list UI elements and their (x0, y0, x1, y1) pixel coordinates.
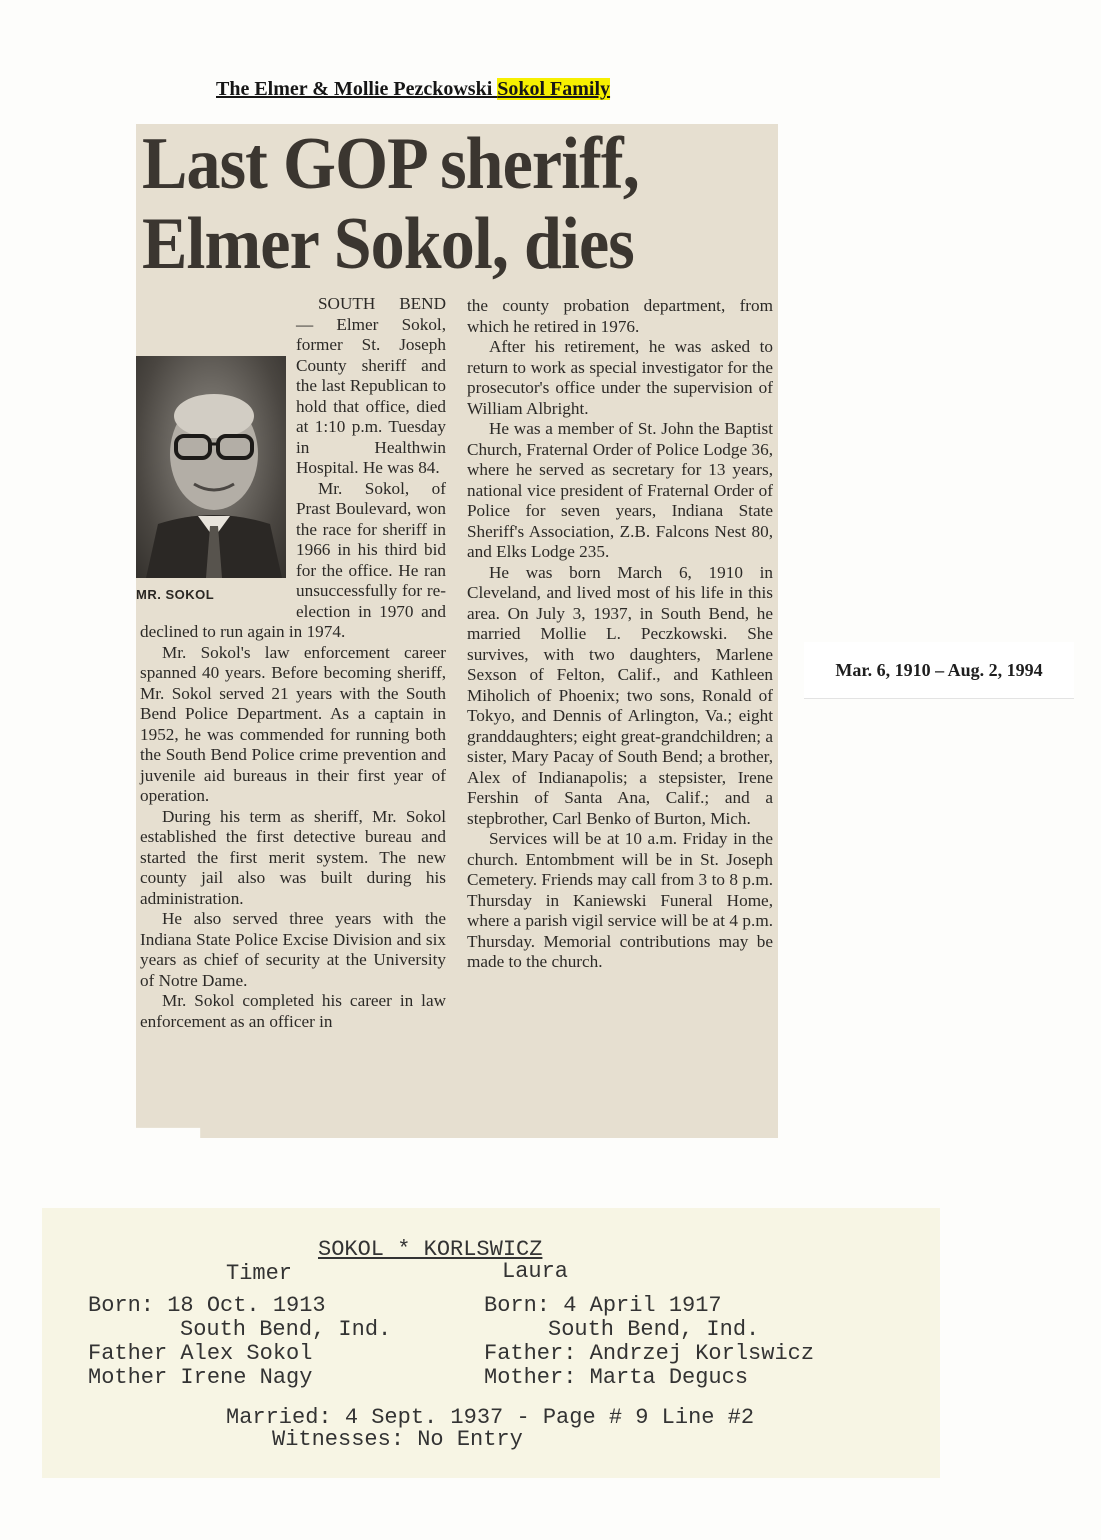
headline-line-1: Last GOP sheriff, (142, 123, 639, 205)
page-header-text: The Elmer & Mollie Pezckowski (216, 78, 498, 100)
record-title: SOKOL * KORLSWICZ (318, 1237, 543, 1262)
life-dates-label: Mar. 6, 1910 – Aug. 2, 1994 (804, 642, 1074, 699)
bride-birthplace: South Bend, Ind. (548, 1317, 760, 1342)
article-paragraph: SOUTH BEND — Elmer Sokol, former St. Joseph County sheriff and the last Republican to hold that office, died at 1:10 p.m. Tuesday in Healthwin Hospital. He was 84. (296, 294, 446, 477)
bride-born: Born: 4 April 1917 (484, 1293, 722, 1318)
witnesses: Witnesses: No Entry (272, 1427, 523, 1452)
groom-name: Timer (226, 1261, 293, 1286)
page-header-highlight: Sokol Family (497, 78, 611, 100)
article-paragraph: the county probation department, from which he retired in 1976. (467, 296, 773, 336)
article-paragraph: He also served three years with the Indiana State Police Excise Division and six years as chief of security at the University of Notre Dame. (140, 909, 446, 990)
bride-name: Laura (502, 1259, 569, 1284)
groom-birthplace: South Bend, Ind. (180, 1317, 392, 1342)
groom-father: Father Alex Sokol (88, 1341, 313, 1366)
portrait-photo (136, 356, 290, 604)
article-paragraph: He was a member of St. John the Baptist Church, Fraternal Order of Police Lodge 36, where he served as secretary for 13 years, national vice president of Fraternal Order of Police for seven years, Indiana State Sheriff's Association, Z.B. Falcons Nest 80, and Elks Lodge 235. (467, 419, 773, 561)
article-paragraph: Mr. Sokol's law enforcement career spanned 40 years. Before becoming sheriff, Mr. Sokol served 21 years with the South Bend Police Department. As a captain in 1952, he was commended for running both the South Bend Police crime prevention and juvenile aid bureaus in their first year of operation. (140, 642, 446, 805)
marriage-details: Married: 4 Sept. 1937 - Page # 9 Line #2 (226, 1405, 755, 1430)
page-header (216, 78, 716, 101)
article-column-left (136, 294, 446, 1032)
groom-born: Born: 18 Oct. 1913 (88, 1293, 326, 1318)
article-paragraph: During his term as sheriff, Mr. Sokol established the first detective bureau and started the first merit system. The new county jail also was built during his administration. (140, 806, 446, 908)
article-paragraph: After his retirement, he was asked to return to work as special investigator for the prosecutor's office under the supervision of William Albright. (467, 337, 773, 418)
bride-mother: Mother: Marta Degucs (484, 1365, 749, 1390)
article-paragraph: Mr. Sokol, of Prast Boulevard, won the race for sheriff in 1966 in his third bid for the office. He ran unsuccessfully for re-election in 1970 and declined to run again in 1974. (140, 478, 446, 641)
marriage-record-card (42, 1208, 940, 1478)
article-paragraph: Services will be at 10 a.m. Friday in the church. Entombment will be in St. Joseph Cemetery. Friends may call from 3 to 8 p.m. Thursday in Kaniewski Funeral Home, where a parish vigil service will be at 4 p.m. Thursday. Memorial contributions may be made to the church. (467, 829, 773, 971)
photo-caption: MR. SOKOL (136, 587, 215, 602)
article-paragraph: He was born March 6, 1910 in Cleveland, and lived most of his life in this area. On July 3, 1937, in South Bend, he married Mollie L. Peczkowski. She survives, with two daughters, Marlene Sexson of Felton, Calif., and Kathleen Miholich of Phoenix; two sons, Ronald of Tokyo, and Dennis of Arlington, Va.; eight granddaughters; eight great-grandchildren; a sister, Mary Pacay of South Bend; a brother, Alex of Indianapolis; a stepsister, Irene Fershin of Santa Ana, Calif.; and a stepbrother, Carl Benko of Burton, Mich. (467, 562, 773, 828)
article-column-right (467, 296, 773, 973)
headline-line-2: Elmer Sokol, dies (142, 203, 634, 285)
groom-mother: Mother Irene Nagy (88, 1365, 313, 1390)
bride-father: Father: Andrzej Korlswicz (484, 1341, 815, 1366)
headline (142, 124, 731, 284)
article-paragraph: Mr. Sokol completed his career in law enforcement as an officer in (140, 991, 446, 1031)
